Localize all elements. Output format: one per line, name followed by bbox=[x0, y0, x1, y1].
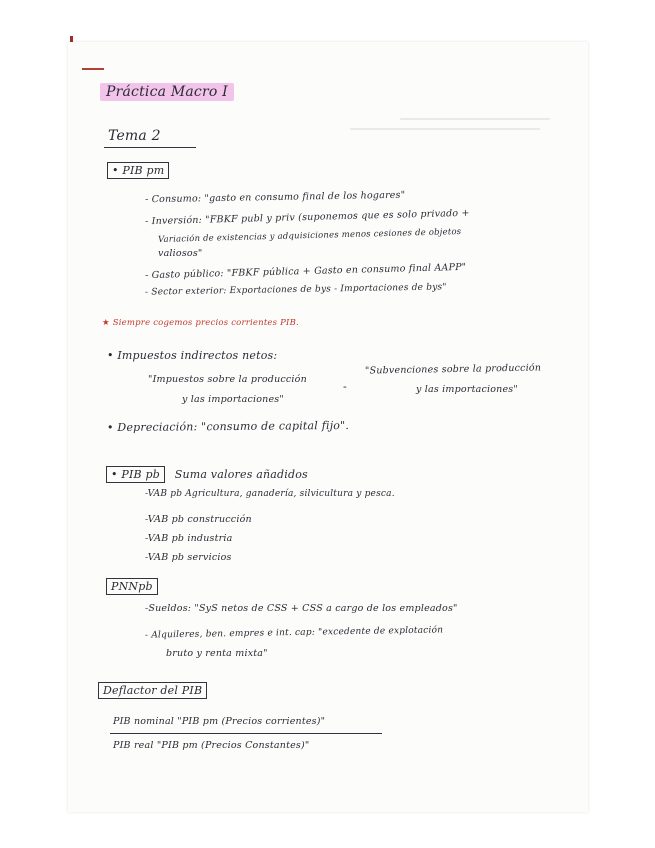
pib-pm-heading bbox=[107, 164, 169, 177]
pib-pb-box: • PIB pb bbox=[106, 466, 165, 483]
deflactor-box: Deflactor del PIB bbox=[98, 682, 207, 699]
impuestos-minus: - bbox=[343, 380, 347, 393]
consumo-line: - Consumo: "gasto en consumo final de los hogares" bbox=[144, 189, 406, 206]
red-note bbox=[102, 318, 299, 328]
page-title bbox=[100, 84, 234, 100]
sueldos-line: -Sueldos: "SyS netos de CSS + CSS a cargo de los empleados" bbox=[145, 603, 458, 614]
fraction-bar bbox=[110, 733, 382, 734]
tema-heading: Tema 2 bbox=[108, 128, 161, 144]
impuestos-heading: • Impuestos indirectos netos: bbox=[107, 349, 278, 362]
variacion-line: Variación de existencias y adquisiciones menos cesiones de objetos bbox=[157, 227, 462, 245]
impuestos-right-1: "Subvenciones sobre la producción bbox=[364, 362, 542, 377]
pib-real-line: PIB real "PIB pm (Precios Constantes)" bbox=[113, 740, 310, 751]
tema-underline bbox=[104, 147, 196, 148]
star-icon: ★ bbox=[102, 318, 110, 328]
depreciacion-line: • Depreciación: "consumo de capital fijo". bbox=[106, 418, 350, 435]
impuestos-right-2: y las importaciones" bbox=[416, 384, 518, 395]
vab-industria-line: -VAB pb industria bbox=[145, 533, 233, 544]
impuestos-left-2: y las importaciones" bbox=[182, 394, 284, 405]
inversion-line: - Inversión: "FBKF publ y priv (suponemos que es solo privado + bbox=[144, 207, 470, 228]
pib-pm-box: • PIB pm bbox=[107, 162, 169, 179]
bleed-through-line bbox=[400, 118, 550, 120]
deflactor-heading bbox=[98, 684, 207, 697]
vab-agricultura-line: -VAB pb Agricultura, ganadería, silvicultura y pesca. bbox=[145, 489, 395, 499]
red-note-text: Siempre cogemos precios corrientes PIB. bbox=[112, 318, 299, 328]
valiosos-line: valiosos" bbox=[158, 248, 203, 259]
impuestos-left-1: "Impuestos sobre la producción bbox=[148, 374, 307, 385]
pib-pb-suffix: Suma valores añadidos bbox=[174, 468, 308, 481]
pib-pb-heading bbox=[106, 468, 308, 481]
sector-exterior-line: - Sector exterior: Exportaciones de bys - Importaciones de bys" bbox=[144, 282, 447, 298]
alquileres-line: - Alquileres, ben. empres e int. cap: "excedente de explotación bbox=[144, 625, 444, 641]
pnnpb-heading bbox=[106, 580, 158, 593]
bleed-through-line bbox=[350, 128, 540, 130]
bruto-line: bruto y renta mixta" bbox=[166, 648, 268, 659]
corner-dash bbox=[82, 68, 104, 70]
vab-servicios-line: -VAB pb servicios bbox=[145, 552, 232, 563]
pib-nominal-line: PIB nominal "PIB pm (Precios corrientes)" bbox=[113, 716, 326, 727]
pnnpb-box: PNNpb bbox=[106, 578, 158, 595]
vab-construccion-line: -VAB pb construcción bbox=[145, 514, 252, 525]
gasto-publico-line: - Gasto público: "FBKF pública + Gasto en consumo final AAPP" bbox=[144, 261, 467, 282]
title-highlight: Práctica Macro I bbox=[100, 83, 234, 101]
